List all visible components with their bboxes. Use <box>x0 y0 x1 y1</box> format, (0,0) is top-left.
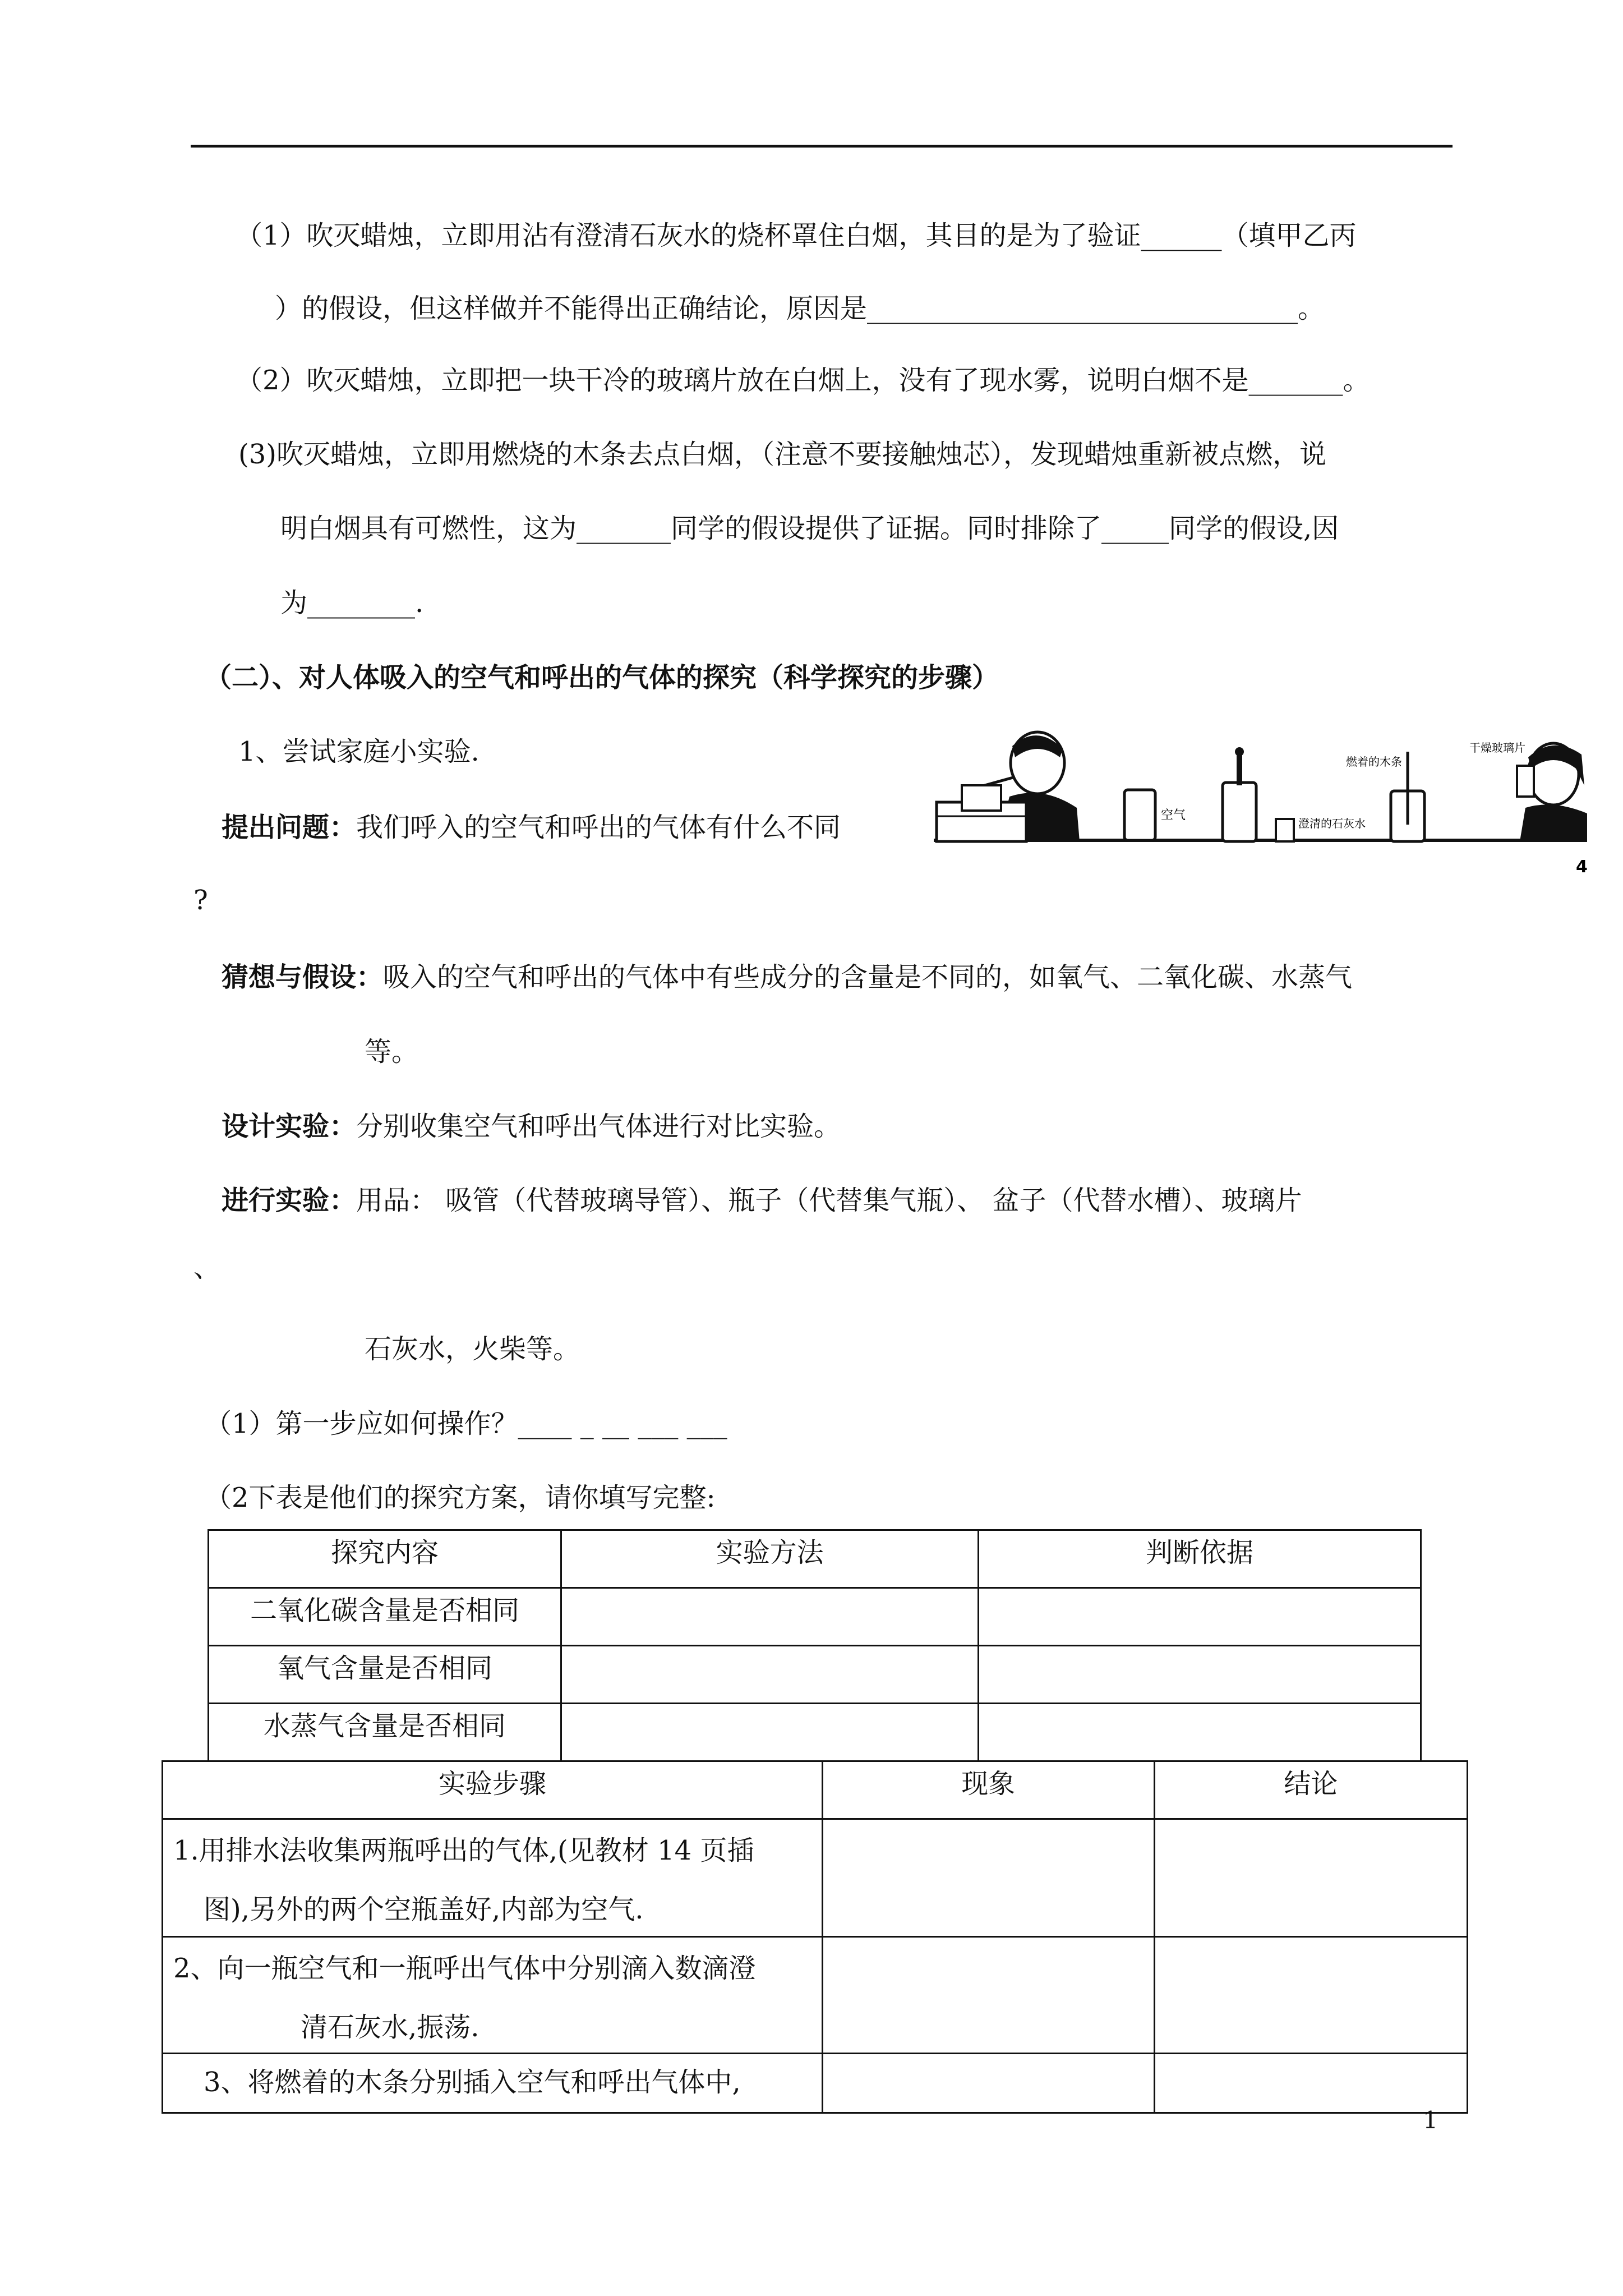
table1-header-basis: 判断依据 <box>979 1530 1421 1588</box>
hypothesis-label: 猜想与假设： <box>222 961 384 993</box>
table-row <box>163 2054 1468 2113</box>
figure-label-limewater: 澄清的石灰水 <box>1298 817 1366 830</box>
table1-row3-method <box>561 1704 979 1761</box>
inquiry-plan-table <box>208 1529 1422 1762</box>
table2-header-phenomenon: 现象 <box>822 1761 1154 1819</box>
table2-row3-conclusion <box>1154 2054 1467 2113</box>
table2-row3-phenomenon <box>822 2054 1154 2113</box>
table2-row1-phenomenon <box>822 1819 1154 1937</box>
table1-header-method: 实验方法 <box>561 1530 979 1588</box>
table1-row3-basis <box>979 1704 1421 1761</box>
q1-line2: ）的假设，但这样做并不能得出正确结论，原因是________________________________。 <box>275 293 1325 324</box>
procedure-line <box>222 1184 1302 1217</box>
step1-question: （1）第一步应如何操作？____ _ __ ___ ___ <box>205 1408 727 1439</box>
limewater-bottle <box>1223 747 1366 841</box>
design-line <box>222 1110 841 1143</box>
q3-line1: (3)吹灭蜡烛，立即用燃烧的木条去点白烟，（注意不要接触烛芯），发现蜡烛重新被点燃，说 <box>238 439 1326 470</box>
table2-header-row <box>163 1761 1468 1819</box>
person-blowing-figure <box>937 732 1080 841</box>
girl-glass-figure <box>1469 741 1588 877</box>
hypothesis-line <box>222 960 1352 994</box>
header-rule <box>191 145 1453 148</box>
ask-line <box>222 811 841 844</box>
hypothesis-text: 吸入的空气和呼出的气体中有些成分的含量是不同的，如氧气、二氧化碳、水蒸气 <box>383 961 1353 993</box>
table-row <box>163 1937 1468 2054</box>
procedure-text: 用品： 吸管（代替玻璃导管）、瓶子（代替集气瓶）、 盆子（代替水槽）、玻璃片 <box>356 1185 1302 1216</box>
table2-row1-line1: 1.用排水法收集两瓶呼出的气体,(见教材 14 页插 <box>173 1835 754 1866</box>
table2-row2-line1: 2、向一瓶空气和一瓶呼出气体中分别滴入数滴澄 <box>173 1953 756 1984</box>
collecting-bottle <box>1124 790 1186 840</box>
section2-heading: （二）、对人体吸入的空气和呼出的气体的探究（科学探究的步骤） <box>205 662 999 693</box>
hypothesis-tail: 等。 <box>365 1036 419 1068</box>
figure-label-air: 空气 <box>1161 808 1186 822</box>
table1-row2-method <box>561 1646 979 1704</box>
table1-row2-content: 氧气含量是否相同 <box>209 1646 561 1704</box>
experiment-steps-table <box>162 1760 1468 2114</box>
table-row <box>209 1588 1421 1646</box>
table-row <box>209 1646 1421 1704</box>
table1-row1-method <box>561 1588 979 1646</box>
figure-label-glass: 干燥玻璃片 <box>1469 741 1525 754</box>
q2-line1: （2）吹灭蜡烛，立即把一块干冷的玻璃片放在白烟上，没有了现水雾，说明白烟不是_______。 <box>236 365 1370 396</box>
design-text: 分别收集空气和呼出气体进行对比实验。 <box>356 1111 841 1142</box>
table2-row2-phenomenon <box>822 1937 1154 2054</box>
design-label: 设计实验： <box>222 1111 357 1142</box>
ask-label: 提出问题： <box>222 812 357 843</box>
experiment-illustration <box>931 724 1590 884</box>
table2-row1-conclusion <box>1154 1819 1467 1937</box>
table2-header-steps: 实验步骤 <box>163 1761 823 1819</box>
table2-row3-step <box>163 2054 823 2113</box>
step2-instruction: （2下表是他们的探究方案，请你填写完整: <box>205 1482 716 1513</box>
table2-header-conclusion: 结论 <box>1154 1761 1467 1819</box>
table2-row2-conclusion <box>1154 1937 1467 2054</box>
q3-line2: 明白烟具有可燃性，这为_______同学的假设提供了证据。同时排除了_____同学的假设,因 <box>280 513 1339 544</box>
ask-text: 我们呼入的空气和呼出的气体有什么不同 <box>356 812 841 843</box>
procedure-label: 进行实验： <box>222 1185 357 1216</box>
table-row <box>163 1819 1468 1937</box>
table2-row1-step <box>163 1819 823 1937</box>
figure-label-stick: 燃着的木条 <box>1346 755 1402 769</box>
table1-row2-basis <box>979 1646 1421 1704</box>
table2-row2-line2: 清石灰水,振荡. <box>301 2012 479 2043</box>
q3-line3: 为________. <box>280 587 424 619</box>
table1-row1-basis <box>979 1588 1421 1646</box>
table1-header-row <box>209 1530 1421 1588</box>
table2-row3-line1: 3、将燃着的木条分别插入空气和呼出气体中, <box>204 2067 741 2098</box>
procedure-tail: 、 <box>193 1252 221 1283</box>
table1-row1-content: 二氧化碳含量是否相同 <box>209 1588 561 1646</box>
table1-header-content: 探究内容 <box>209 1530 561 1588</box>
figure-number: 4 <box>1576 857 1588 877</box>
page-number: 1 <box>1423 2106 1438 2134</box>
procedure-line2: 石灰水，火柴等。 <box>365 1333 580 1365</box>
table2-row2-step <box>163 1937 823 2054</box>
table2-row1-line2: 图),另外的两个空瓶盖好,内部为空气. <box>204 1894 644 1925</box>
ask-tail: ? <box>193 885 208 916</box>
section2-item1: 1、尝试家庭小实验. <box>238 736 479 767</box>
table1-row3-content: 水蒸气含量是否相同 <box>209 1704 561 1761</box>
q1-line1: （1）吹灭蜡烛，立即用沾有澄清石灰水的烧杯罩住白烟，其目的是为了验证______（填甲乙丙 <box>236 220 1357 251</box>
table-row <box>209 1704 1421 1761</box>
